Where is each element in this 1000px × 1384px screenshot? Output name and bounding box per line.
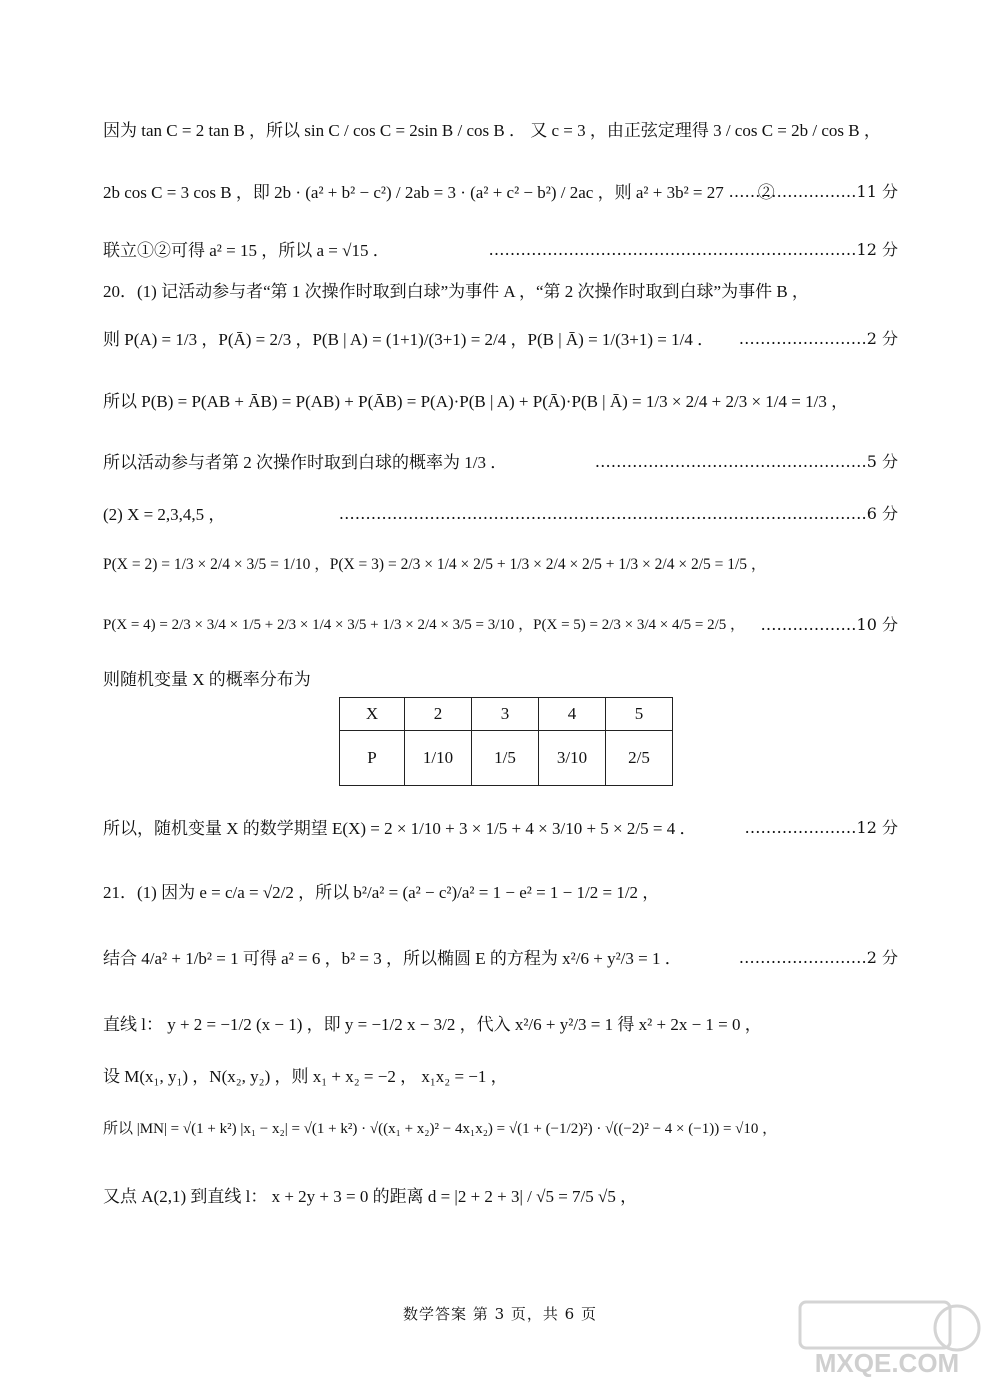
line-text: 联立①②可得 a² = 15 ，所以 a = √15 ． xyxy=(103,241,390,260)
line-text: 所以 P(B) = P(AB + ĀB) = P(AB) + P(ĀB) = P(A)·P(B | A) + P(Ā)·P(B | Ā) = 1/3 × 2/4 + 2/3 × 1/4 = 1/3 ， xyxy=(103,392,849,411)
line-18 xyxy=(103,1182,898,1207)
line-text: 则随机变量 X 的概率分布为 xyxy=(103,670,311,689)
watermark-logo xyxy=(792,1300,982,1378)
line-score: ……………………2 分 xyxy=(738,948,898,967)
line-14 xyxy=(103,944,898,969)
line-10 xyxy=(103,613,898,634)
line-17 xyxy=(103,1117,898,1138)
line-13 xyxy=(103,878,898,903)
line-text: 所以，随机变量 X 的数学期望 E(X) = 2 × 1/10 + 3 × 1/5 + 4 × 3/10 + 5 × 2/5 = 4 ． xyxy=(103,819,697,838)
line-score: ………………10 分 xyxy=(760,615,898,634)
line-text: 因为 tan C = 2 tan B ，所以 sin C / cos C = 2sin B / cos B ． 又 c = 3 ，由正弦定理得 3 / cos C = 2b / cos B ， xyxy=(103,121,881,140)
watermark-text: MXQE.COM xyxy=(814,1348,960,1378)
line-text: P(X = 2) = 1/3 × 2/4 × 3/5 = 1/10 ，P(X = 3) = 2/3 × 1/4 × 2/5 + 1/3 × 2/4 × 2/5 + 1/3 × 2/4 × 2/5 = 1/5 ， xyxy=(103,556,767,573)
table-row xyxy=(340,698,673,731)
line-text: P(X = 4) = 2/3 × 3/4 × 1/5 + 2/3 × 1/4 × 3/5 + 1/3 × 2/4 × 3/5 = 3/10 ，P(X = 5) = 2/3 × 3/4 × 4/5 = 2/5 ， xyxy=(103,617,746,633)
line-2 xyxy=(103,178,898,203)
table-cell: 3 xyxy=(472,698,539,731)
line-text: 直线 l： y + 2 = −1/2 (x − 1) ，即 y = −1/2 x − 3/2 ，代入 x²/6 + y²/3 = 1 得 x² + 2x − 1 = 0 ， xyxy=(103,1015,762,1034)
line-score: ……………………………………………5 分 xyxy=(594,452,898,471)
table-cell: 4 xyxy=(539,698,606,731)
line-score: ………………………………………………………………………………………6 分 xyxy=(338,504,898,523)
line-score: ……………………………………………………………12 分 xyxy=(488,240,898,259)
table-cell: 5 xyxy=(606,698,673,731)
line-16 xyxy=(103,1062,898,1087)
table-cell: 1/5 xyxy=(472,731,539,786)
line-score: …………………12 分 xyxy=(744,818,898,837)
line-6 xyxy=(103,387,898,412)
line-text: 所以 |MN| = √(1 + k²) |x₁ − x₂| = √(1 + k²) · √((x₁ + x₂)² − 4x₁x₂) = √(1 + (−1/2)²) · √((−2)² − 4 × (−1)) = √10 ， xyxy=(103,1121,778,1137)
line-text: 结合 4/a² + 1/b² = 1 可得 a² = 6 ，b² = 3 ，所以椭圆 E 的方程为 x²/6 + y²/3 = 1 ． xyxy=(103,949,682,968)
line-text: (2) X = 2,3,4,5 ， xyxy=(103,505,226,524)
table-cell: 2 xyxy=(405,698,472,731)
line-4 xyxy=(103,277,898,302)
probability-table xyxy=(339,697,673,786)
table-cell: P xyxy=(340,731,405,786)
line-11 xyxy=(103,665,898,690)
line-text: 2b cos C = 3 cos B ，即 2b · (a² + b² − c²) / 2ab = 3 · (a² + c² − b²) / 2ac ，则 a² + 3b² = 27 ② xyxy=(103,183,775,202)
line-score: ……………………11 分 xyxy=(728,182,898,201)
table-cell: 2/5 xyxy=(606,731,673,786)
line-text: 设 M(x₁, y₁) ，N(x₂, y₂) ，则 x₁ + x₂ = −2 ， x₁x₂ = −1 ， xyxy=(103,1067,508,1086)
page-footer: 数学答案 第 3 页，共 6 页 xyxy=(403,1305,597,1323)
table-cell: 1/10 xyxy=(405,731,472,786)
line-3 xyxy=(103,236,898,261)
line-text: 20．(1) 记活动参与者“第 1 次操作时取到白球”为事件 A ，“第 2 次操作时取到白球”为事件 B ， xyxy=(103,282,809,301)
table-cell: 3/10 xyxy=(539,731,606,786)
line-12 xyxy=(103,814,898,839)
line-score: ……………………2 分 xyxy=(738,329,898,348)
table-row xyxy=(340,731,673,786)
line-15 xyxy=(103,1010,898,1035)
line-text: 所以活动参与者第 2 次操作时取到白球的概率为 1/3 ． xyxy=(103,453,508,472)
line-text: 又点 A(2,1) 到直线 l： x + 2y + 3 = 0 的距离 d = |2 + 2 + 3| / √5 = 7/5 √5 ， xyxy=(103,1187,638,1206)
line-9 xyxy=(103,552,898,574)
line-5 xyxy=(103,325,898,350)
table-cell: X xyxy=(340,698,405,731)
line-text: 则 P(A) = 1/3 ，P(Ā) = 2/3 ，P(B | A) = (1+1)/(3+1) = 2/4 ，P(B | Ā) = 1/(3+1) = 1/4 ． xyxy=(103,330,715,349)
line-text: 21．(1) 因为 e = c/a = √2/2 ，所以 b²/a² = (a² − c²)/a² = 1 − e² = 1 − 1/2 = 1/2 ， xyxy=(103,883,660,902)
line-8 xyxy=(103,500,898,525)
line-1 xyxy=(103,116,898,141)
line-7 xyxy=(103,448,898,473)
